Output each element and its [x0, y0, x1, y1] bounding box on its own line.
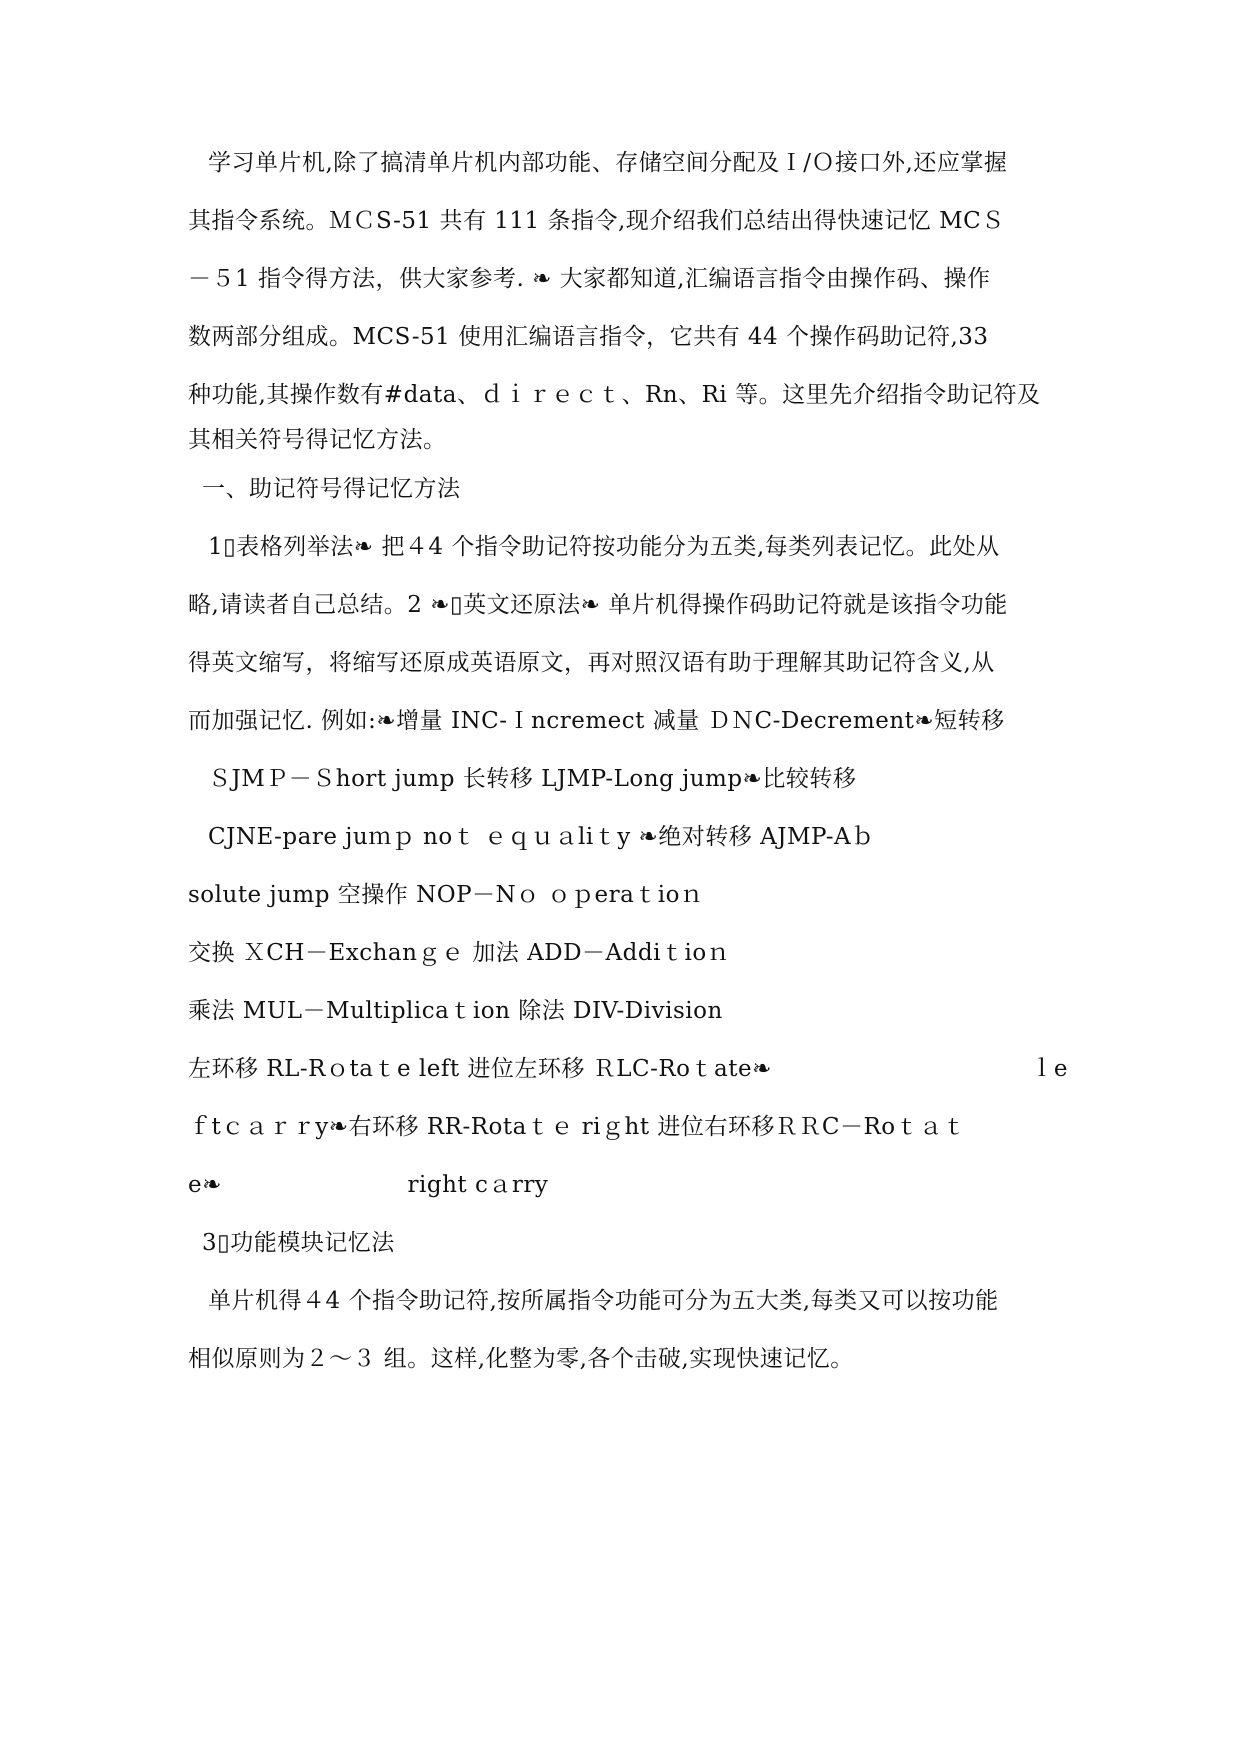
paragraph-line: 乘法 MUL－Multiplicaｔion 除法 DIV-Division: [188, 998, 723, 1024]
paragraph-line: 其相关符号得记忆方法。: [188, 427, 447, 453]
paragraph-line: 其指令系统。ＭＣS-51 共有 111 条指令,现介绍我们总结出得快速记忆 MCＳ: [188, 208, 1005, 234]
paragraph-line: CJNE-pare juｍｐ noｔ ｅｑｕａliｔy ❧绝对转移 AJMP-Aｂ: [208, 824, 875, 850]
paragraph-line: 而加强记忆. 例如:❧增量 INC-Ｉncremect 减量 ＤＮC-Decrement❧短转移: [188, 708, 1005, 734]
paragraph-line: 数两部分组成。MCS-51 使用汇编语言指令，它共有 44 个操作码助记符,33: [188, 324, 989, 350]
rotate-left-text: 左环移 RL-Rｏtaｔe left 进位左环移 ＲLC-Roｔate❧: [188, 1056, 772, 1082]
paragraph-line-rotate-left: [188, 1054, 1068, 1084]
paragraph-line: 得英文缩写，将缩写还原成英语原文，再对照汉语有助于理解其助记符含义,从: [188, 650, 995, 676]
rotate-left-tail: ｌe: [1030, 1056, 1068, 1082]
section-heading: 一、助记符号得记忆方法: [202, 476, 461, 502]
paragraph-line: 1▯表格列举法❧ 把４4 个指令助记符按功能分为五类,每类列表记忆。此处从: [208, 534, 1000, 560]
paragraph-line: 学习单片机,除了搞清单片机内部功能、存储空间分配及Ｉ/Ｏ接口外,还应掌握: [208, 150, 1008, 176]
paragraph-line: 种功能,其操作数有#data、ｄｉｒｅｃｔ、Rn、Ri 等。这里先介绍指令助记符及: [188, 382, 1041, 408]
paragraph-line: ｆtｃａｒｒy❧右环移 RR-Rotaｔｅ riｇht 进位右环移ＲＲC－Roｔａｔ: [188, 1114, 967, 1140]
paragraph-line: ＳJMＰ－Ｓhort jump 长转移 LJMP-Long jump❧比较转移: [208, 766, 857, 792]
right-carry-lead: e❧: [188, 1172, 222, 1198]
paragraph-line: 交换 ＸCH－Exchanｇｅ 加法 ADD－Addiｔioｎ: [188, 940, 731, 966]
section-heading: 3▯功能模块记忆法: [202, 1230, 395, 1256]
paragraph-line: 相似原则为２～３ 组。这样,化整为零,各个击破,实现快速记忆。: [188, 1346, 854, 1372]
right-carry-text: right cａrry: [407, 1172, 549, 1198]
paragraph-line: solute jump 空操作 NOP－Nｏ ｏｐeraｔioｎ: [188, 882, 704, 908]
paragraph-line-right-carry: [188, 1170, 1068, 1200]
paragraph-line: 单片机得４4 个指令助记符,按所属指令功能可分为五大类,每类又可以按功能: [208, 1288, 999, 1314]
paragraph-line: －５1 指令得方法，供大家参考. ❧ 大家都知道,汇编语言指令由操作码、操作: [188, 266, 991, 292]
paragraph-line: 略,请读者自己总结。2 ❧▯英文还原法❧ 单片机得操作码助记符就是该指令功能: [188, 592, 1008, 618]
